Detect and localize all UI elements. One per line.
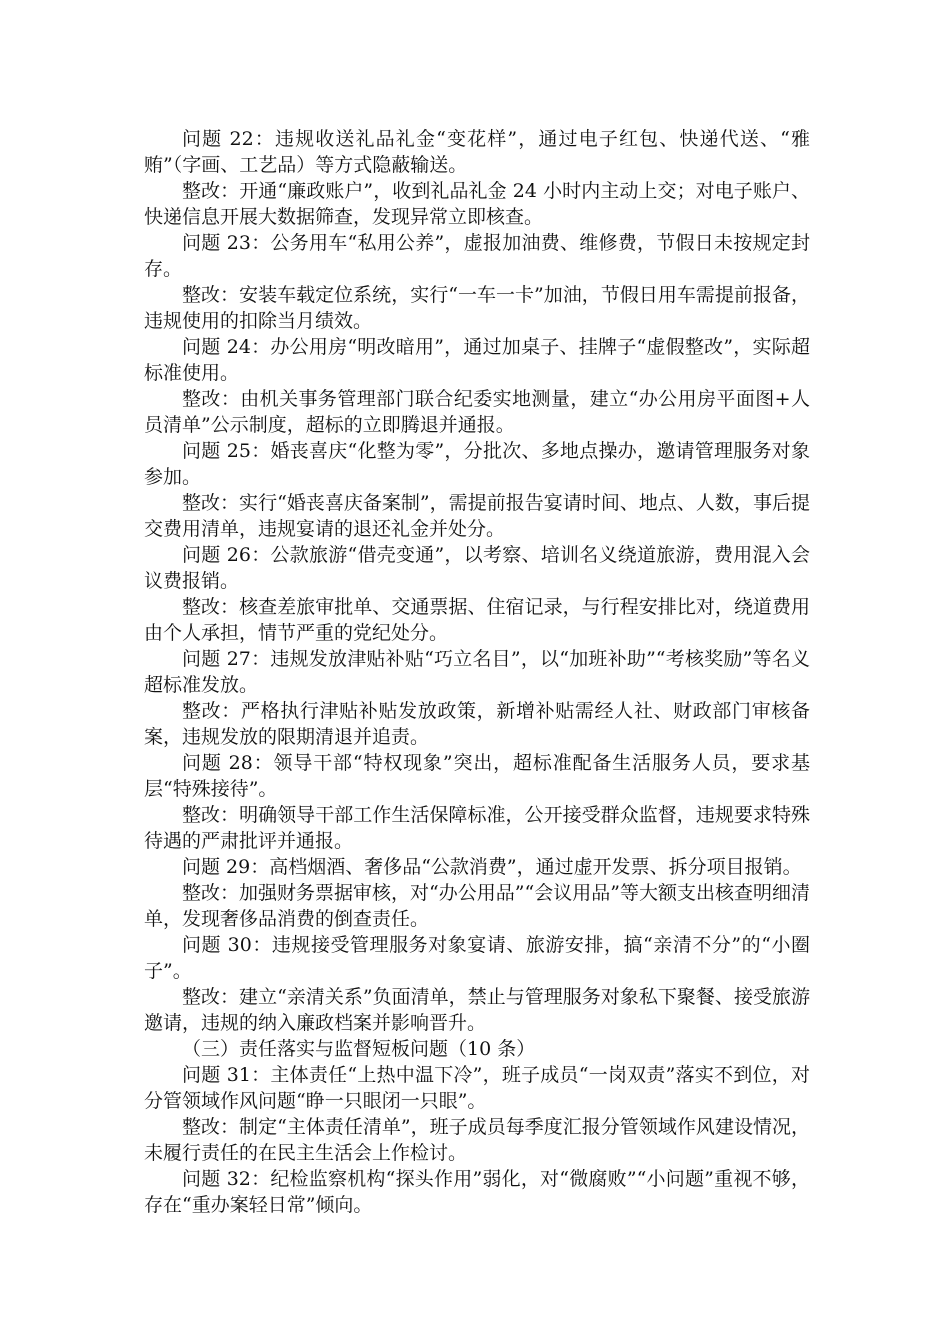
problem-22: 问题 22：违规收送礼品礼金“变花样”，通过电子红包、快递代送、“雅贿”（字画、工艺品）等方式隐蔽输送。 (144, 128, 810, 176)
rectification-24: 整改：由机关事务管理部门联合纪委实地测量，建立“办公用房平面图+人员清单”公示制度，超标的立即腾退并通报。 (144, 388, 810, 436)
section-heading: （三）责任落实与监督短板问题（10 条） (182, 1038, 536, 1060)
document-body (144, 126, 810, 1218)
problem-28: 问题 28：领导干部“特权现象”突出，超标准配备生活服务人员，要求基层“特殊接待”。 (144, 752, 810, 800)
problem-27: 问题 27：违规发放津贴补贴“巧立名目”，以“加班补助”“考核奖励”等名义超标准发放。 (144, 648, 810, 696)
rectification-29: 整改：加强财务票据审核，对“办公用品”“会议用品”等大额支出核查明细清单，发现奢侈品消费的倒查责任。 (144, 882, 810, 930)
problem-31: 问题 31：主体责任“上热中温下冷”，班子成员“一岗双责”落实不到位，对分管领域作风问题“睁一只眼闭一只眼”。 (144, 1064, 810, 1112)
problem-24: 问题 24：办公用房“明改暗用”，通过加桌子、挂牌子“虚假整改”，实际超标准使用。 (144, 336, 810, 384)
rectification-27: 整改：严格执行津贴补贴发放政策，新增补贴需经人社、财政部门审核备案，违规发放的限期清退并追责。 (144, 700, 810, 748)
problem-26: 问题 26：公款旅游“借壳变通”，以考察、培训名义绕道旅游，费用混入会议费报销。 (144, 544, 810, 592)
rectification-22: 整改：开通“廉政账户”，收到礼品礼金 24 小时内主动上交；对电子账户、快递信息开展大数据筛查，发现异常立即核查。 (144, 180, 810, 228)
rectification-26: 整改：核查差旅审批单、交通票据、住宿记录，与行程安排比对，绕道费用由个人承担，情节严重的党纪处分。 (144, 596, 810, 644)
rectification-28: 整改：明确领导干部工作生活保障标准，公开接受群众监督，违规要求特殊待遇的严肃批评并通报。 (144, 804, 810, 852)
problem-29: 问题 29：高档烟酒、奢侈品“公款消费”，通过虚开发票、拆分项目报销。 (182, 856, 802, 878)
rectification-31: 整改：制定“主体责任清单”，班子成员每季度汇报分管领域作风建设情况，未履行责任的在民主生活会上作检讨。 (144, 1116, 810, 1164)
problem-25: 问题 25：婚丧喜庆“化整为零”，分批次、多地点操办，邀请管理服务对象参加。 (144, 440, 810, 488)
problem-32: 问题 32：纪检监察机构“探头作用”弱化，对“微腐败”“小问题”重视不够，存在“重办案轻日常”倾向。 (144, 1168, 810, 1216)
problem-23: 问题 23：公务用车“私用公养”，虚报加油费、维修费，节假日未按规定封存。 (144, 232, 810, 280)
rectification-30: 整改：建立“亲清关系”负面清单，禁止与管理服务对象私下聚餐、接受旅游邀请，违规的纳入廉政档案并影响晋升。 (144, 986, 810, 1034)
rectification-25: 整改：实行“婚丧喜庆备案制”，需提前报告宴请时间、地点、人数，事后提交费用清单，违规宴请的退还礼金并处分。 (144, 492, 810, 540)
problem-30: 问题 30：违规接受管理服务对象宴请、旅游安排，搞“亲清不分”的“小圈子”。 (144, 934, 810, 982)
rectification-23: 整改：安装车载定位系统，实行“一车一卡”加油，节假日用车需提前报备，违规使用的扣除当月绩效。 (144, 284, 810, 332)
